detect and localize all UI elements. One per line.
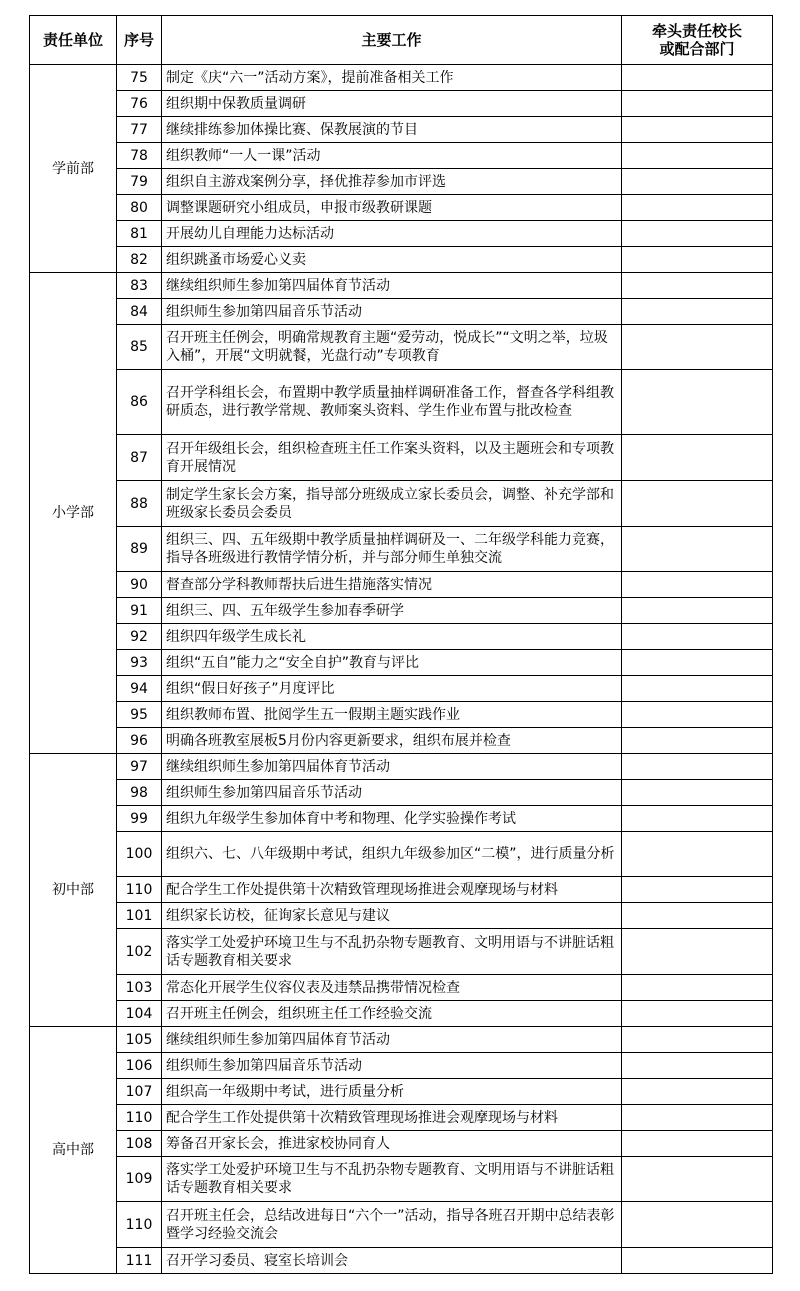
table-row	[30, 1248, 773, 1274]
lead-cell	[622, 325, 773, 370]
work-description: 召开年级组长会，组织检查班主任工作案头资料，以及主题班会和专项教育开展情况	[162, 435, 622, 481]
lead-cell	[622, 903, 773, 929]
table-row	[30, 702, 773, 728]
row-number: 110	[117, 1202, 162, 1248]
work-description: 组织“假日好孩子”月度评比	[162, 676, 622, 702]
header-row	[30, 16, 773, 65]
work-description: 督查部分学科教师帮扶后进生措施落实情况	[162, 572, 622, 598]
work-description: 召开学习委员、寝室长培训会	[162, 1248, 622, 1274]
work-description: 组织四年级学生成长礼	[162, 624, 622, 650]
work-description: 组织家长访校，征询家长意见与建议	[162, 903, 622, 929]
row-number: 76	[117, 91, 162, 117]
lead-cell	[622, 728, 773, 754]
work-description: 落实学工处爱护环境卫生与不乱扔杂物专题教育、文明用语与不讲脏话粗话专题教育相关要求	[162, 1157, 622, 1202]
work-description: 组织教师布置、批阅学生五一假期主题实践作业	[162, 702, 622, 728]
work-description: 开展幼儿自理能力达标活动	[162, 221, 622, 247]
row-number: 79	[117, 169, 162, 195]
header-lead-line1: 牵头责任校长	[651, 22, 742, 40]
lead-cell	[622, 1105, 773, 1131]
lead-cell	[622, 1157, 773, 1202]
lead-cell	[622, 754, 773, 780]
work-description: 召开学科组长会，布置期中教学质量抽样调研准备工作，督查各学科组教研质态，进行教学常规、教师案头资料、学生作业布置与批改检查	[162, 370, 622, 435]
row-number: 104	[117, 1001, 162, 1027]
row-number: 93	[117, 650, 162, 676]
unit-cell: 高中部	[30, 1027, 117, 1274]
unit-cell: 学前部	[30, 65, 117, 273]
lead-cell	[622, 1053, 773, 1079]
row-number: 78	[117, 143, 162, 169]
header-num: 序号	[117, 16, 162, 65]
table-row	[30, 676, 773, 702]
work-description: 继续组织师生参加第四届体育节活动	[162, 273, 622, 299]
header-work: 主要工作	[162, 16, 622, 65]
lead-cell	[622, 806, 773, 832]
table-row	[30, 435, 773, 481]
lead-cell	[622, 975, 773, 1001]
row-number: 83	[117, 273, 162, 299]
lead-cell	[622, 299, 773, 325]
table-row	[30, 221, 773, 247]
row-number: 86	[117, 370, 162, 435]
table-row	[30, 1001, 773, 1027]
work-description: 组织跳蚤市场爱心义卖	[162, 247, 622, 273]
header-lead-line2: 或配合部门	[659, 40, 735, 58]
table-row	[30, 481, 773, 527]
work-description: 组织六、七、八年级期中考试，组织九年级参加区“二模”，进行质量分析	[162, 832, 622, 877]
lead-cell	[622, 221, 773, 247]
work-description: 调整课题研究小组成员，申报市级教研课题	[162, 195, 622, 221]
table-row	[30, 1053, 773, 1079]
table-row	[30, 780, 773, 806]
table-row	[30, 117, 773, 143]
table-row	[30, 806, 773, 832]
row-number: 82	[117, 247, 162, 273]
table-row	[30, 1157, 773, 1202]
lead-cell	[622, 598, 773, 624]
lead-cell	[622, 1131, 773, 1157]
row-number: 102	[117, 929, 162, 975]
table-row	[30, 247, 773, 273]
work-description: 组织三、四、五年级学生参加春季研学	[162, 598, 622, 624]
table-row	[30, 903, 773, 929]
row-number: 94	[117, 676, 162, 702]
work-description: 组织期中保教质量调研	[162, 91, 622, 117]
row-number: 87	[117, 435, 162, 481]
unit-cell: 小学部	[30, 273, 117, 754]
lead-cell	[622, 143, 773, 169]
lead-cell	[622, 1079, 773, 1105]
table-row	[30, 143, 773, 169]
work-description: 组织教师“一人一课”活动	[162, 143, 622, 169]
row-number: 105	[117, 1027, 162, 1053]
work-description: 落实学工处爱护环境卫生与不乱扔杂物专题教育、文明用语与不讲脏话粗话专题教育相关要求	[162, 929, 622, 975]
row-number: 84	[117, 299, 162, 325]
work-description: 组织师生参加第四届音乐节活动	[162, 1053, 622, 1079]
lead-cell	[622, 195, 773, 221]
row-number: 110	[117, 1105, 162, 1131]
lead-cell	[622, 676, 773, 702]
lead-cell	[622, 65, 773, 91]
table-row	[30, 299, 773, 325]
lead-cell	[622, 1027, 773, 1053]
work-description: 继续组织师生参加第四届体育节活动	[162, 754, 622, 780]
lead-cell	[622, 877, 773, 903]
work-description: 配合学生工作处提供第十次精致管理现场推进会观摩现场与材料	[162, 877, 622, 903]
row-number: 101	[117, 903, 162, 929]
lead-cell	[622, 702, 773, 728]
work-description: 组织高一年级期中考试，进行质量分析	[162, 1079, 622, 1105]
work-description: 组织九年级学生参加体育中考和物理、化学实验操作考试	[162, 806, 622, 832]
table-row	[30, 1202, 773, 1248]
row-number: 88	[117, 481, 162, 527]
lead-cell	[622, 572, 773, 598]
lead-cell	[622, 435, 773, 481]
row-number: 92	[117, 624, 162, 650]
lead-cell	[622, 370, 773, 435]
work-description: 召开班主任例会，组织班主任工作经验交流	[162, 1001, 622, 1027]
row-number: 96	[117, 728, 162, 754]
table-row	[30, 65, 773, 91]
work-description: 组织三、四、五年级期中教学质量抽样调研及一、二年级学科能力竞赛，指导各班级进行教情学情分析，并与部分师生单独交流	[162, 527, 622, 572]
table-row	[30, 598, 773, 624]
work-description: 筹备召开家长会，推进家校协同育人	[162, 1131, 622, 1157]
work-plan-table	[29, 15, 773, 1274]
lead-cell	[622, 1001, 773, 1027]
lead-cell	[622, 169, 773, 195]
work-description: 制定学生家长会方案，指导部分班级成立家长委员会，调整、补充学部和班级家长委员会委员	[162, 481, 622, 527]
row-number: 77	[117, 117, 162, 143]
work-description: 召开班主任例会，明确常规教育主题“爱劳动，悦成长”“文明之举，垃圾入桶”，开展“文明就餐，光盘行动”专项教育	[162, 325, 622, 370]
table-row	[30, 91, 773, 117]
lead-cell	[622, 780, 773, 806]
table-row	[30, 877, 773, 903]
work-description: 继续组织师生参加第四届体育节活动	[162, 1027, 622, 1053]
row-number: 98	[117, 780, 162, 806]
lead-cell	[622, 1202, 773, 1248]
table-row	[30, 273, 773, 299]
row-number: 106	[117, 1053, 162, 1079]
table-row	[30, 624, 773, 650]
unit-cell: 初中部	[30, 754, 117, 1027]
work-description: 组织自主游戏案例分享，择优推荐参加市评选	[162, 169, 622, 195]
work-description: 制定《庆“六一”活动方案》，提前准备相关工作	[162, 65, 622, 91]
lead-cell	[622, 247, 773, 273]
lead-cell	[622, 273, 773, 299]
table-body	[30, 65, 773, 1274]
lead-cell	[622, 481, 773, 527]
row-number: 75	[117, 65, 162, 91]
row-number: 107	[117, 1079, 162, 1105]
lead-cell	[622, 624, 773, 650]
header-lead	[622, 16, 773, 65]
row-number: 110	[117, 877, 162, 903]
lead-cell	[622, 832, 773, 877]
lead-cell	[622, 527, 773, 572]
work-description: 继续排练参加体操比赛、保教展演的节目	[162, 117, 622, 143]
work-description: 组织师生参加第四届音乐节活动	[162, 299, 622, 325]
row-number: 81	[117, 221, 162, 247]
table-row	[30, 929, 773, 975]
work-description: 召开班主任会，总结改进每日“六个一”活动，指导各班召开期中总结表彰暨学习经验交流会	[162, 1202, 622, 1248]
header-unit: 责任单位	[30, 16, 117, 65]
table-row	[30, 572, 773, 598]
work-description: 常态化开展学生仪容仪表及违禁品携带情况检查	[162, 975, 622, 1001]
lead-cell	[622, 650, 773, 676]
table-row	[30, 975, 773, 1001]
table-row	[30, 754, 773, 780]
row-number: 80	[117, 195, 162, 221]
row-number: 95	[117, 702, 162, 728]
row-number: 97	[117, 754, 162, 780]
table-row	[30, 1105, 773, 1131]
row-number: 91	[117, 598, 162, 624]
table-row	[30, 370, 773, 435]
row-number: 111	[117, 1248, 162, 1274]
row-number: 90	[117, 572, 162, 598]
row-number: 99	[117, 806, 162, 832]
row-number: 89	[117, 527, 162, 572]
table-row	[30, 195, 773, 221]
table-row	[30, 325, 773, 370]
row-number: 100	[117, 832, 162, 877]
work-description: 配合学生工作处提供第十次精致管理现场推进会观摩现场与材料	[162, 1105, 622, 1131]
lead-cell	[622, 117, 773, 143]
work-description: 明确各班教室展板5月份内容更新要求，组织布展并检查	[162, 728, 622, 754]
table-row	[30, 832, 773, 877]
table-row	[30, 728, 773, 754]
table-row	[30, 1131, 773, 1157]
lead-cell	[622, 1248, 773, 1274]
table-row	[30, 169, 773, 195]
row-number: 108	[117, 1131, 162, 1157]
work-description: 组织“五自”能力之“安全自护”教育与评比	[162, 650, 622, 676]
lead-cell	[622, 929, 773, 975]
work-description: 组织师生参加第四届音乐节活动	[162, 780, 622, 806]
table-row	[30, 1079, 773, 1105]
table-row	[30, 527, 773, 572]
table-row	[30, 650, 773, 676]
row-number: 85	[117, 325, 162, 370]
table-row	[30, 1027, 773, 1053]
row-number: 109	[117, 1157, 162, 1202]
row-number: 103	[117, 975, 162, 1001]
lead-cell	[622, 91, 773, 117]
